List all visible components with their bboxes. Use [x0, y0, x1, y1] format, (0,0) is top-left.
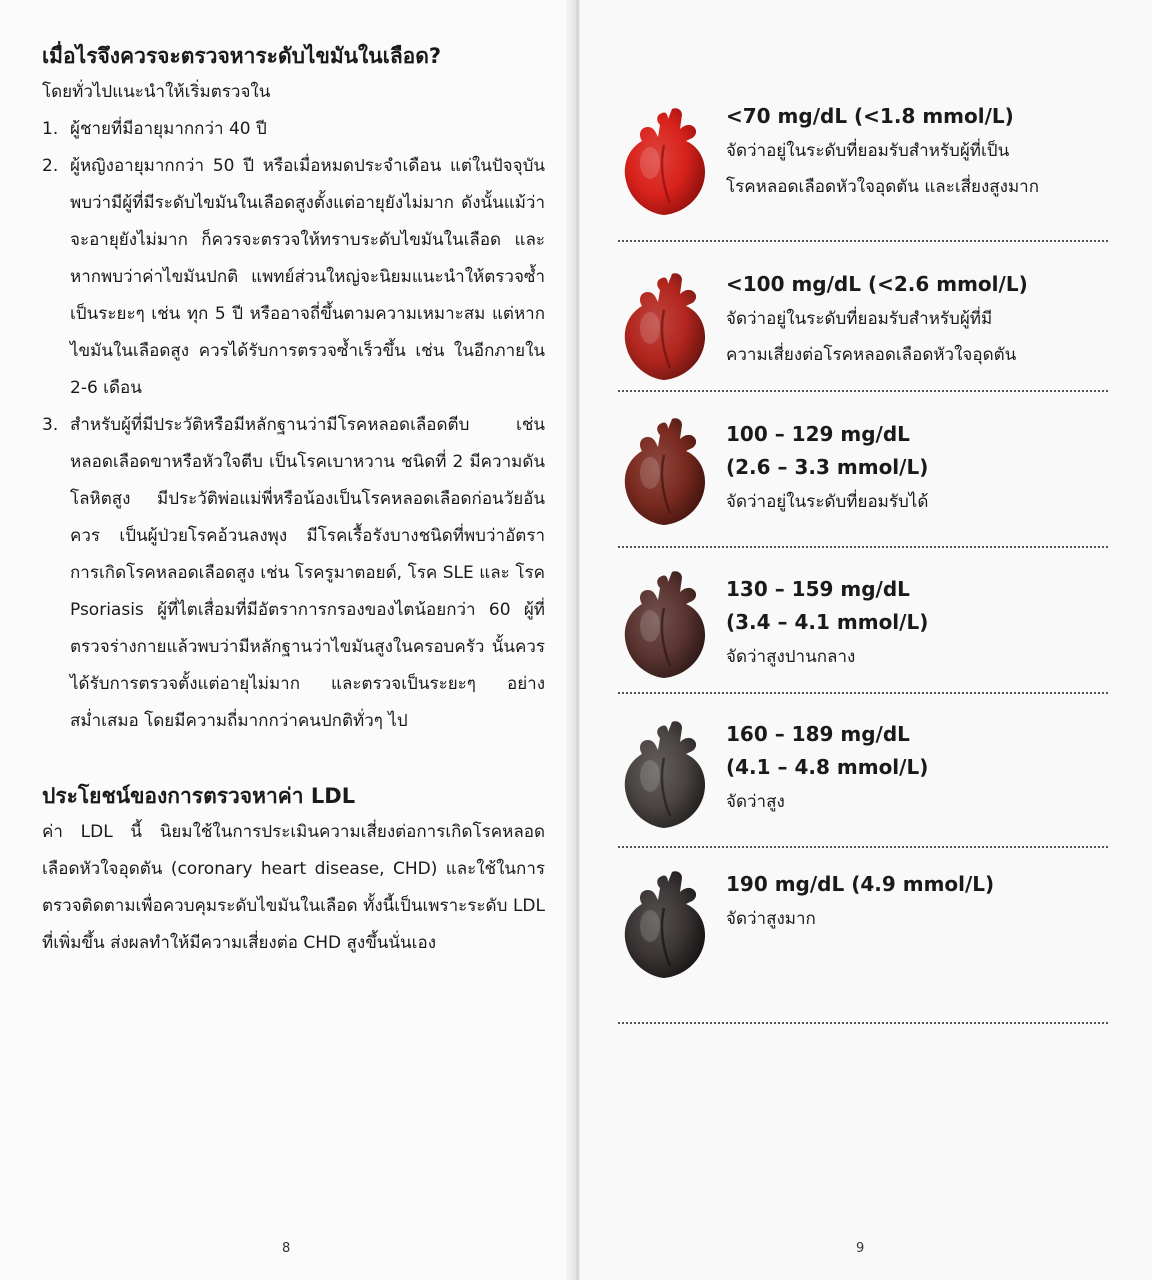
section-title-when-to-test: เมื่อไรจึงควรจะตรวจหาระดับไขมันในเลือด? — [42, 44, 442, 68]
ldl-range-mgdl: <70 mg/dL (<1.8 mmol/L) — [726, 104, 1014, 128]
ldl-level-text — [726, 718, 1116, 820]
ldl-level-text — [726, 418, 1116, 520]
ldl-level-description: จัดว่าอยู่ในระดับที่ยอมรับสำหรับผู้ที่เป็น — [726, 141, 1010, 161]
ldl-level-description: ความเสี่ยงต่อโรคหลอดเลือดหัวใจอุดตัน — [726, 345, 1017, 365]
recommendation-list — [42, 111, 545, 740]
section-title-ldl-benefits: ประโยชน์ของการตรวจหาค่า LDL — [42, 784, 356, 808]
ldl-level-text — [726, 100, 1116, 205]
ldl-level-description: จัดว่าสูงปานกลาง — [726, 647, 856, 667]
heart-icon — [620, 105, 712, 217]
list-item — [42, 407, 545, 740]
ldl-level-text — [726, 868, 1116, 937]
list-item-text: สำหรับผู้ที่มีประวัติหรือมีหลักฐานว่ามีโรคหลอดเลือดตีบ เช่น หลอดเลือดขาหรือหัวใจตีบ เป็นโรคเบาหวาน ชนิดที่ 2 มีความดันโลหิตสูง มีประวัติพ่อแม่พี่หรือน้องเป็นโรคหลอดเลือดก่อนวัยอันควร เป็นผู้ป่วยโรคอ้วนลงพุง มีโรคเรื้อรังบางชนิดที่พบว่าอัตราการเกิดโรคหลอดเลือดสูง เช่น โรครูมาตอยด์, โรค SLE และ โรค Psoriasis ผู้ที่ไตเสื่อมที่มีอัตราการกรองของไตน้อยกว่า 60 ผู้ที่ตรวจร่างกายแล้วพบว่ามีหลักฐานว่าไขมันสูงในครอบครัว นั้นควรได้รับการตรวจตั้งแต่อายุไม่มาก และตรวจเป็นระยะๆ อย่างสม่ำเสมอ โดยมีความถี่มากกว่าคนปกติทั่วๆ ไป — [70, 415, 545, 731]
dotted-divider — [618, 240, 1108, 242]
dotted-divider — [618, 846, 1108, 848]
ldl-level-description: จัดว่าสูง — [726, 792, 785, 812]
dotted-divider — [618, 390, 1108, 392]
heart-icon — [620, 868, 712, 980]
ldl-range-mmol: (2.6 – 3.3 mmol/L) — [726, 455, 929, 479]
list-item-text: ผู้หญิงอายุมากกว่า 50 ปี หรือเมื่อหมดประจำเดือน แต่ในปัจจุบันพบว่ามีผู้ที่มีระดับไขมันในเลือดสูงตั้งแต่อายุยังไม่มาก ดังนั้นแม้ว่าจะอายุยังไม่มาก ก็ควรจะตรวจให้ทราบระดับไขมันในเลือด และหากพบว่าค่าไขมันปกติ แพทย์ส่วนใหญ่จะนิยมแนะนำให้ตรวจซ้ำเป็นระยะๆ เช่น ทุก 5 ปี หรืออาจถี่ขึ้นตามความเหมาะสม แต่หากไขมันในเลือดสูง ควรได้รับการตรวจซ้ำเร็วขึ้น เช่น ในอีกภายใน 2-6 เดือน — [70, 156, 545, 398]
list-item-number: 1. — [42, 119, 59, 139]
right-page — [580, 0, 1152, 1280]
list-item-number: 3. — [42, 415, 59, 435]
ldl-range-mmol: (4.1 – 4.8 mmol/L) — [726, 755, 929, 779]
heart-icon — [620, 568, 712, 680]
list-item — [42, 111, 545, 148]
list-item-number: 2. — [42, 156, 59, 176]
ldl-level-text — [726, 268, 1116, 373]
heart-icon — [620, 718, 712, 830]
intro-text: โดยทั่วไปแนะนำให้เริ่มตรวจใน — [42, 82, 271, 102]
page-number: 8 — [282, 1241, 291, 1256]
dotted-divider — [618, 692, 1108, 694]
ldl-range-mgdl: 130 – 159 mg/dL — [726, 577, 910, 601]
ldl-range-mmol: (3.4 – 4.1 mmol/L) — [726, 610, 929, 634]
ldl-level-text — [726, 573, 1116, 675]
ldl-benefits-text: ค่า LDL นี้ นิยมใช้ในการประเมินความเสี่ยงต่อการเกิดโรคหลอดเลือดหัวใจอุดตัน (coronary heart disease, CHD) และใช้ในการตรวจติดตามเพื่อควบคุมระดับไขมันในเลือด ทั้งนี้เป็นเพราะระดับ LDL ที่เพิ่มขึ้น ส่งผลทำให้มีความเสี่ยงต่อ CHD สูงขึ้นนั่นเอง — [42, 822, 545, 953]
heart-icon — [620, 415, 712, 527]
page-number: 9 — [856, 1241, 865, 1256]
list-item-text: ผู้ชายที่มีอายุมากกว่า 40 ปี — [70, 119, 267, 139]
ldl-range-mgdl: 160 – 189 mg/dL — [726, 722, 910, 746]
ldl-range-mgdl: <100 mg/dL (<2.6 mmol/L) — [726, 272, 1028, 296]
ldl-level-description: จัดว่าอยู่ในระดับที่ยอมรับได้ — [726, 492, 929, 512]
ldl-range-mgdl: 190 mg/dL (4.9 mmol/L) — [726, 872, 995, 896]
left-page — [0, 0, 575, 1280]
ldl-level-description: จัดว่าอยู่ในระดับที่ยอมรับสำหรับผู้ที่มี — [726, 309, 993, 329]
ldl-level-description: จัดว่าสูงมาก — [726, 909, 816, 929]
heart-icon — [620, 270, 712, 382]
list-item — [42, 148, 545, 407]
dotted-divider — [618, 546, 1108, 548]
ldl-level-description: โรคหลอดเลือดหัวใจอุดตัน และเสี่ยงสูงมาก — [726, 177, 1039, 197]
ldl-range-mgdl: 100 – 129 mg/dL — [726, 422, 910, 446]
dotted-divider — [618, 1022, 1108, 1024]
